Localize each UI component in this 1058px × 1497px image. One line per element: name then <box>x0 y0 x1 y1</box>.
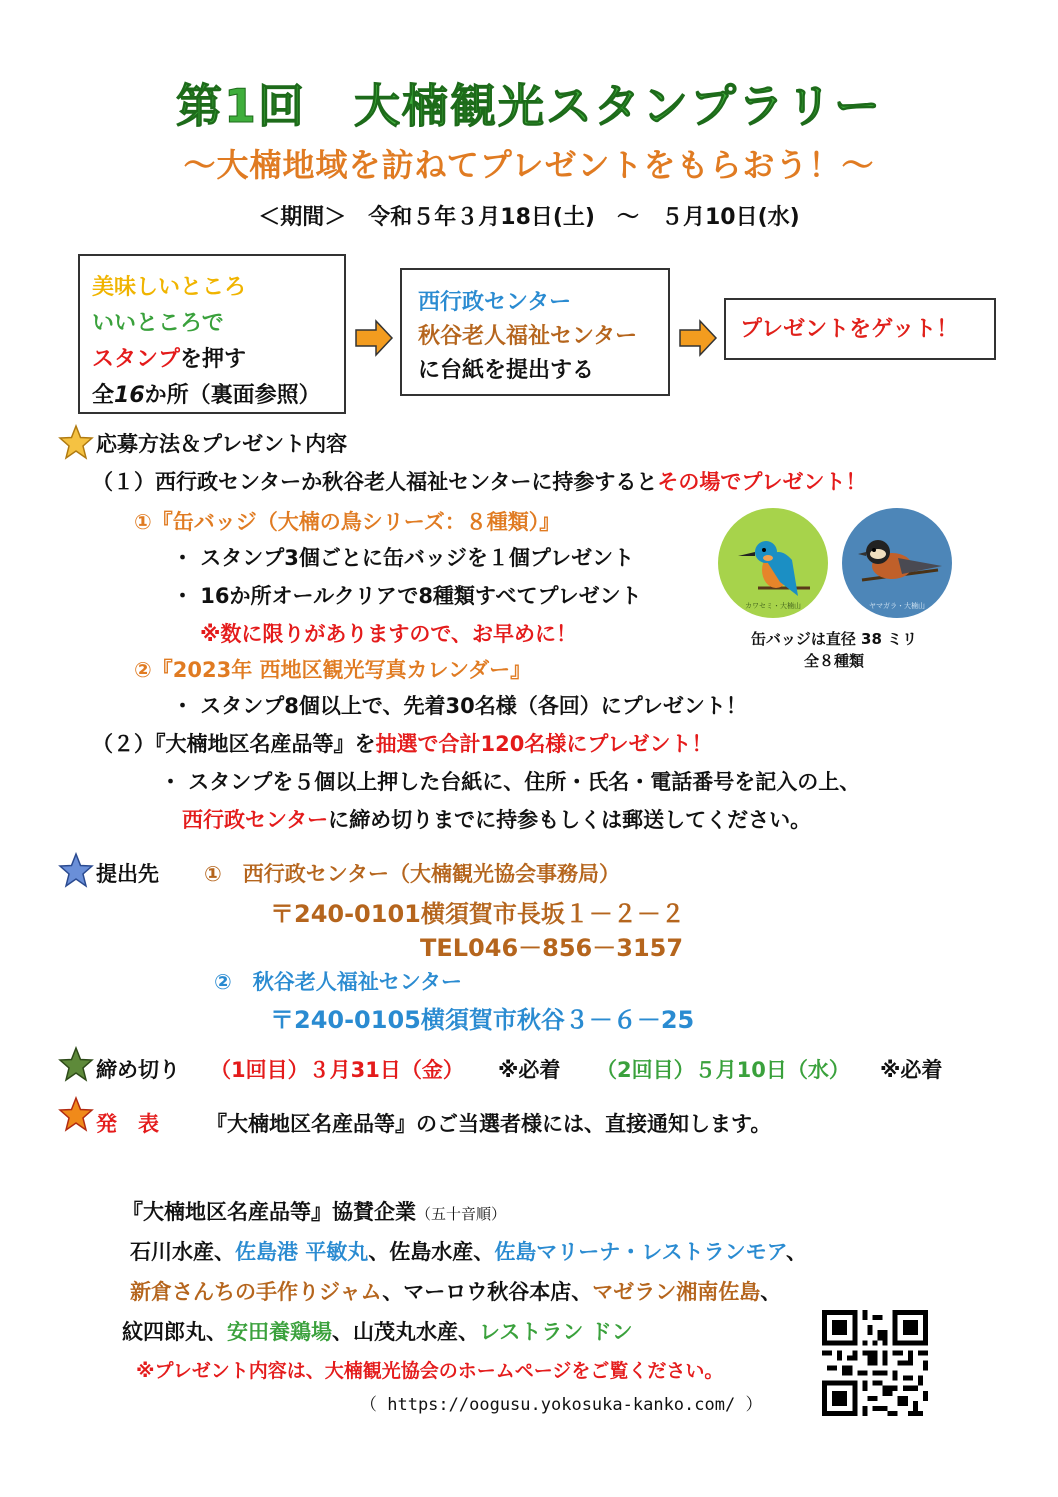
deadline-first-note: ※必着 <box>498 1058 561 1082</box>
apply-sub-1: ①『缶バッジ（大楠の鳥シリーズ：８種類）』 <box>134 510 561 534</box>
star-icon <box>58 1096 94 1132</box>
flow-step-3: プレゼントをゲット！ <box>724 298 996 360</box>
arrow-right-icon <box>678 318 718 358</box>
page-title: 第1回 大楠観光スタンプラリー <box>175 79 882 133</box>
deadline-first: （1回目）３月31日（金） <box>210 1058 464 1082</box>
apply-item-2-bullet-1: ・ スタンプを５個以上押した台紙に、住所・氏名・電話番号を記入の上、 <box>160 770 861 794</box>
event-period: ＜期間＞ 令和５年３月18日(土) ～ ５月10日(水) <box>258 205 800 230</box>
deadline-second-note: ※必着 <box>880 1058 943 1082</box>
announce-heading: 発 表 <box>96 1112 159 1136</box>
flow-step-1 <box>78 254 346 414</box>
qr-code-icon[interactable] <box>822 1310 928 1416</box>
star-icon <box>58 1046 94 1082</box>
apply-heading: 応募方法＆プレゼント内容 <box>96 432 348 456</box>
sponsors-row-3: 紋四郎丸、安田養鶏場、山茂丸水産、レストラン ドン <box>122 1320 633 1344</box>
submit-place-1: ① 西行政センター（大楠観光協会事務局） <box>204 862 620 886</box>
deadline-heading: 締め切り <box>96 1058 180 1082</box>
sponsors-heading: 『大楠地区名産品等』協賛企業（五十音順） <box>122 1200 507 1224</box>
submit-place-1-tel: TEL046－856－3157 <box>420 934 684 962</box>
apply-sub-1-bullet-2: ・ 16か所オールクリアで8種類すべてプレゼント <box>172 584 642 608</box>
svg-text:カワセミ・大楠山: カワセミ・大楠山 <box>745 602 801 610</box>
flow1-line1: 美味しいところ <box>92 275 247 300</box>
apply-sub-1-bullet-1: ・ スタンプ3個ごとに缶バッジを１個プレゼント <box>172 546 635 570</box>
website-url[interactable]: （ https://oogusu.yokosuka-kanko.com/ ） <box>360 1395 763 1415</box>
svg-text:ヤマガラ・大楠山: ヤマガラ・大楠山 <box>869 602 925 610</box>
star-icon <box>58 424 94 460</box>
badge-caption-1: 缶バッジは直径 38 ミリ <box>750 630 918 648</box>
varied-tit-badge <box>842 508 952 618</box>
kingfisher-badge <box>718 508 828 618</box>
sponsors-row-2: 新倉さんちの手作りジャム、マーロウ秋谷本店、マゼラン湘南佐島、 <box>130 1280 782 1304</box>
flow1-line2: いいところで <box>92 311 224 336</box>
badge-caption-2: 全８種類 <box>803 652 864 670</box>
deadline-second: （2回目）５月10日（水） <box>596 1058 850 1082</box>
flow2-line2: 秋谷老人福祉センター <box>418 324 638 349</box>
flow2-line1: 西行政センター <box>418 290 572 315</box>
submit-place-2-address: 〒240-0105横須賀市秋谷３－６－25 <box>270 1006 695 1034</box>
apply-item-1: （１）西行政センターか秋谷老人福祉センターに持参するとその場でプレゼント！ <box>92 470 867 494</box>
arrow-right-icon <box>354 318 394 358</box>
apply-sub-1-note: ※数に限りがありますので、お早めに！ <box>200 622 577 646</box>
star-icon <box>58 852 94 888</box>
submit-heading: 提出先 <box>96 862 159 886</box>
apply-item-2-bullet-2: 西行政センターに締め切りまでに持参もしくは郵送してください。 <box>182 808 812 832</box>
flow2-line3: に台紙を提出する <box>418 358 595 383</box>
varied-tit-icon <box>842 508 952 618</box>
apply-sub-2-bullet-1: ・ スタンプ8個以上で、先着30名様（各回）にプレゼント！ <box>172 694 747 718</box>
flow1-line3: スタンプを押す <box>92 347 247 372</box>
sponsors-note: ※プレゼント内容は、大楠観光協会のホームページをご覧ください。 <box>136 1360 724 1382</box>
sponsors-row-1: 石川水産、佐島港 平敏丸、佐島水産、佐島マリーナ・レストランモア、 <box>130 1240 808 1264</box>
announce-text: 『大楠地区名産品等』のご当選者様には、直接通知します。 <box>206 1112 772 1136</box>
apply-sub-2: ②『2023年 西地区観光写真カレンダー』 <box>134 658 532 682</box>
flow1-line4: 全16か所（裏面参照） <box>92 383 321 408</box>
flow-step-2 <box>400 268 670 396</box>
submit-place-2: ② 秋谷老人福祉センター <box>214 970 462 994</box>
submit-place-1-address: 〒240-0101横須賀市長坂１－２－２ <box>270 900 685 928</box>
apply-item-2: （２）『大楠地区名産品等』を抽選で合計120名様にプレゼント！ <box>92 732 713 756</box>
page-subtitle: ～大楠地域を訪ねてプレゼントをもらおう！～ <box>183 146 875 184</box>
kingfisher-icon <box>718 508 828 618</box>
